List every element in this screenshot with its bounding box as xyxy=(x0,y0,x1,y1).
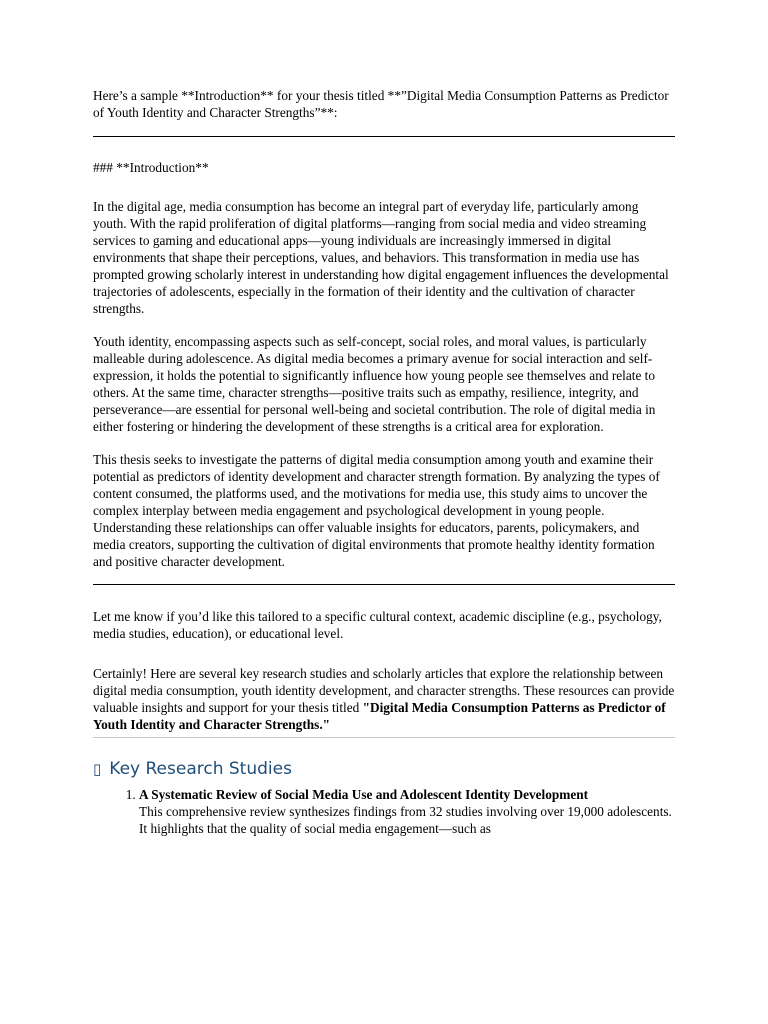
intro-line: Here’s a sample **Introduction** for your thesis titled **”Digital Media Consumption Patterns as Predictor of Youth Identity and Character Strengths”**: xyxy=(93,88,669,120)
section-divider xyxy=(93,737,675,738)
study-title: 1. A Systematic Review of Social Media Use and Adolescent Identity Development xyxy=(139,787,589,802)
paragraph-1: In the digital age, media consumption has become an integral part of everyday life, particularly among youth. With the rapid proliferation of digital platforms—ranging from social media and video streaming services to gaming and educational apps—young individuals are increasingly immersed in digital environments that shape their perceptions, values, and behaviors. This transformation in media use has prompted growing scholarly interest in understanding how digital engagement influences the developmental trajectories of adolescents, especially in the formation of their identity and the cultivation of character strengths. xyxy=(93,199,669,316)
introduction-heading: ### **Introduction** xyxy=(93,160,209,175)
section-title-label: Key Research Studies xyxy=(109,759,292,779)
certainly-text: Certainly! Here are several key research studies and scholarly articles that explore the relationship between digital media consumption, youth identity development, and character strengths. These resources can provide valuable insights and support for your thesis titled xyxy=(93,666,675,715)
thesis-title-bold: "Digital Media Consumption Patterns as Predictor of Youth Identity and Character Strengths." xyxy=(93,700,666,732)
closing-paragraph: Let me know if you’d like this tailored to a specific cultural context, academic discipline (e.g., psychology, media studies, education), or educational level. xyxy=(93,609,662,641)
horizontal-rule-2 xyxy=(93,584,675,585)
study-description: This comprehensive review synthesizes findings from 32 studies involving over 19,000 adolescents. It highlights that the quality of social media engagement—such as xyxy=(139,804,672,836)
horizontal-rule xyxy=(93,136,675,137)
certainly-paragraph xyxy=(93,665,675,733)
document-page xyxy=(93,87,675,837)
missing-glyph-icon: ▯ xyxy=(93,760,102,778)
paragraph-3: This thesis seeks to investigate the patterns of digital media consumption among youth and examine their potential as predictors of identity development and character strength formation. By analyzing the types of content consumed, the platforms used, and the motivations for media use, this study aims to uncover the complex interplay between media engagement and psychological development in young people. Understanding these relationships can offer valuable insights for educators, parents, policymakers, and media creators, supporting the cultivation of digital environments that promote healthy identity formation and positive character development. xyxy=(93,452,660,569)
paragraph-2: Youth identity, encompassing aspects such as self-concept, social roles, and moral values, is particularly malleable during adolescence. As digital media becomes a primary avenue for social interaction and self-expression, it holds the potential to significantly influence how young people see themselves and relate to others. At the same time, character strengths—positive traits such as empathy, resilience, integrity, and perseverance—are essential for personal well-being and societal contribution. The role of digital media in either fostering or hindering the development of these strengths is a critical area for exploration. xyxy=(93,334,656,434)
section-title xyxy=(93,758,675,780)
list-item xyxy=(139,786,675,837)
studies-list xyxy=(93,786,675,837)
